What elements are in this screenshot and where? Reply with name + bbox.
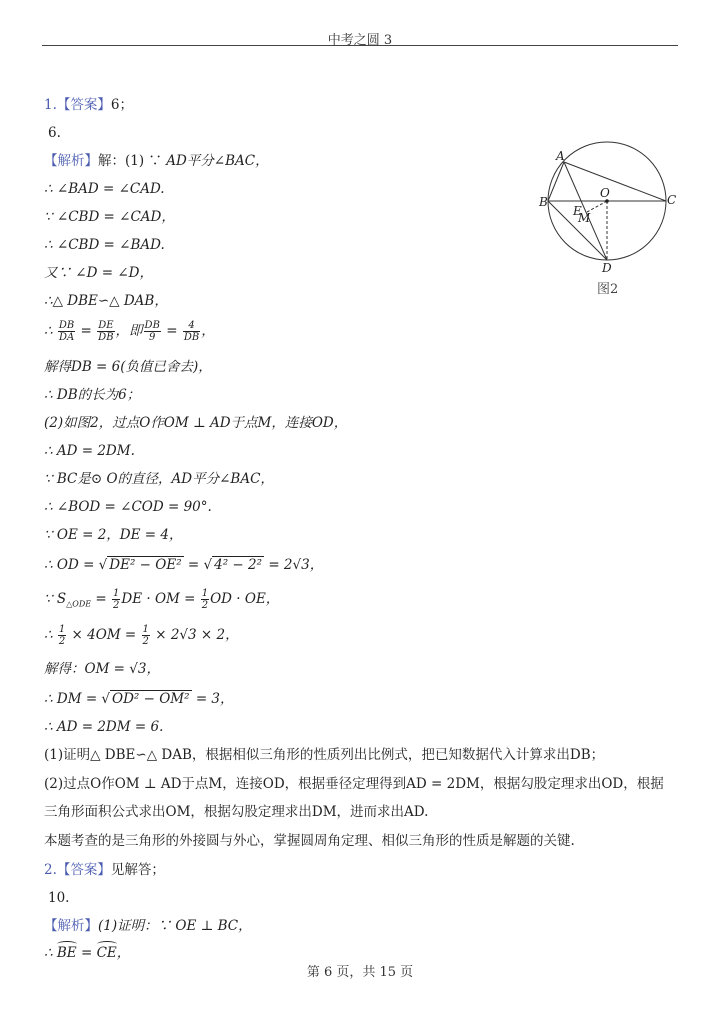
q2-answer-value: 见解答； — [110, 862, 165, 878]
q1-l15-mid: = — [183, 557, 204, 573]
q1-line-5: 又∵ ∠D = ∠D， — [44, 265, 153, 281]
frac-den: 9 — [149, 332, 156, 343]
q1-l16-pre: ∵ S — [44, 591, 67, 607]
q1-l15-pre: ∴ OD = — [44, 557, 99, 573]
sqrt-4-2: 4² − 2² — [214, 557, 263, 573]
q1-line-4: ∴ ∠CBD = ∠BAD. — [44, 237, 165, 253]
sqrt-de-oe: DE² − OE² — [109, 557, 182, 573]
q1-line-3: ∵ ∠CBD = ∠CAD， — [44, 209, 175, 225]
q1-line-9: ∴ DB的长为6； — [44, 387, 141, 403]
figure-caption: 图2 — [597, 282, 619, 297]
q1-line-8: 解得DB = 6(负值已舍去)， — [44, 359, 212, 375]
q1-line-14: ∵ OE = 2，DE = 4， — [44, 527, 183, 543]
frac-den: DA — [58, 332, 75, 343]
q1-answer-label: 1.【答案】 — [44, 97, 111, 113]
q1-analysis-tag: 【解析】 — [44, 153, 98, 169]
q1-l19-end: = 3， — [191, 691, 234, 707]
frac-den: DB — [183, 332, 200, 343]
frac-den: 2 — [58, 636, 66, 647]
frac-den: 2 — [201, 600, 209, 611]
q1-l16-mid: DE · OM = — [121, 591, 200, 607]
q1-line-17 — [44, 624, 239, 647]
q2-line-2 — [44, 944, 130, 962]
q1-line-15: ∴ OD = √ DE² − OE² = √ 4² − 2² = 2√3， — [44, 557, 324, 573]
q1-l16-end: OD · OE， — [210, 591, 280, 607]
q2-line-1-text: (1)证明：∵ OE ⊥ BC， — [98, 918, 252, 934]
label-o: O — [600, 186, 610, 200]
q1-line-2: ∴ ∠BAD = ∠CAD. — [44, 181, 165, 197]
frac-num: DB — [144, 320, 160, 331]
sqrt-od-om: OD² − OM² — [112, 691, 190, 707]
label-c: C — [667, 193, 677, 207]
q1-l17-end: × 2√3 × 2， — [150, 627, 239, 643]
q1-summary-2: (2)过点O作OM ⊥ AD于点M，连接OD，根据垂径定理得到AD = 2DM，根据勾股定理求出OD，根据三角形面积公式求出OM，根据勾股定理求出DM，进而求出AD. — [44, 776, 664, 820]
q1-l15-end: = 2√3， — [264, 557, 324, 573]
fraction-4-db — [183, 320, 200, 343]
q1-l7-end: ， — [201, 323, 215, 339]
q1-line-13: ∴ ∠BOD = ∠COD = 90°. — [44, 499, 212, 515]
label-m: M — [578, 211, 591, 225]
frac-num: 1 — [201, 588, 209, 599]
frac-den: 2 — [142, 636, 149, 647]
q1-line-20: ∴ AD = 2DM = 6. — [44, 719, 164, 735]
fraction-db-da — [58, 320, 75, 343]
fraction-half — [201, 588, 209, 611]
fraction-half — [58, 624, 66, 647]
q2-answer-label: 2.【答案】 — [44, 862, 111, 878]
label-e: E — [573, 204, 582, 218]
q2-l2-pre: ∴ — [44, 945, 57, 961]
q1-l16-eq: = — [91, 591, 112, 607]
q1-line-18: 解得：OM = √3， — [44, 661, 160, 677]
fraction-de-db — [97, 320, 114, 343]
q2-line-1 — [44, 917, 252, 935]
q2-number: 10. — [48, 890, 70, 906]
fraction-half — [142, 624, 150, 647]
label-a: A — [556, 149, 565, 163]
q1-l7-pre: ∴ — [44, 323, 57, 339]
frac-num: 1 — [142, 624, 149, 635]
page-footer: 第 6 页，共 15 页 — [306, 965, 414, 980]
q1-number: 6. — [48, 125, 61, 141]
q2-answer-line — [44, 861, 165, 879]
header-rule — [42, 45, 678, 46]
frac-num: 1 — [113, 588, 120, 599]
frac-num: 4 — [183, 320, 200, 332]
segment-ab — [548, 162, 564, 201]
q1-line-1-post: AD平分∠BAC， — [166, 153, 269, 169]
fraction-half — [112, 588, 120, 611]
label-b: B — [539, 195, 548, 209]
frac-num: 1 — [58, 624, 66, 635]
q1-answer-line — [44, 96, 133, 114]
q2-l2-end: ， — [116, 945, 131, 961]
q1-l17-mid: × 4OM = — [67, 627, 141, 643]
q1-l19-pre: ∴ DM = — [44, 691, 102, 707]
fraction-db-9 — [144, 320, 161, 343]
segment-ac — [564, 162, 666, 201]
q1-line-19: ∴ DM = √ OD² − OM² = 3， — [44, 691, 234, 707]
q2-analysis-tag: 【解析】 — [44, 918, 98, 934]
q1-l17-pre: ∴ — [44, 627, 57, 643]
frac-num: DB — [58, 320, 75, 331]
q1-line-16 — [44, 588, 279, 614]
q2-l2-eq: = — [76, 945, 97, 961]
q1-line-6: ∴△ DBE∽△ DAB， — [44, 293, 168, 309]
q1-line-11: ∴ AD = 2DM. — [44, 443, 135, 459]
frac-num: DE — [98, 320, 114, 331]
q1-line-10: (2)如图2，过点O作OM ⊥ AD于点M，连接OD， — [44, 415, 348, 431]
arc-ce: CE — [96, 945, 117, 961]
frac-den: DB — [98, 332, 114, 343]
q1-line-12: ∵ BC是⊙ O的直径，AD平分∠BAC， — [44, 471, 274, 487]
page-header: 中考之圆 3 — [327, 33, 393, 48]
label-d: D — [602, 261, 612, 275]
q1-answer-value: 6； — [110, 97, 133, 113]
q1-summary-1: (1)证明△ DBE∽△ DAB，根据相似三角形的性质列出比例式，把已知数据代入计算求出DB； — [44, 747, 605, 763]
q1-line-1 — [44, 152, 269, 170]
q1-summary-3: 本题考查的是三角形的外接圆与外心，掌握圆周角定理、相似三角形的性质是解题的关键. — [44, 833, 575, 849]
q1-line-1-pre: 解：(1) ∵ — [98, 153, 167, 169]
frac-den: 2 — [113, 600, 120, 611]
circle-figure — [530, 140, 690, 300]
q1-line-7: ∴ $\frac{DB}{DA}$ = $\frac{DE}{DB}$ ，即 $\frac{DB}{9}$ = $\frac{4}{DB}$ ， — [44, 320, 215, 343]
q1-l16-sub: △ODE — [66, 599, 92, 609]
arc-be: BE — [56, 945, 77, 961]
q1-l7-mid: ，即 — [115, 323, 143, 339]
